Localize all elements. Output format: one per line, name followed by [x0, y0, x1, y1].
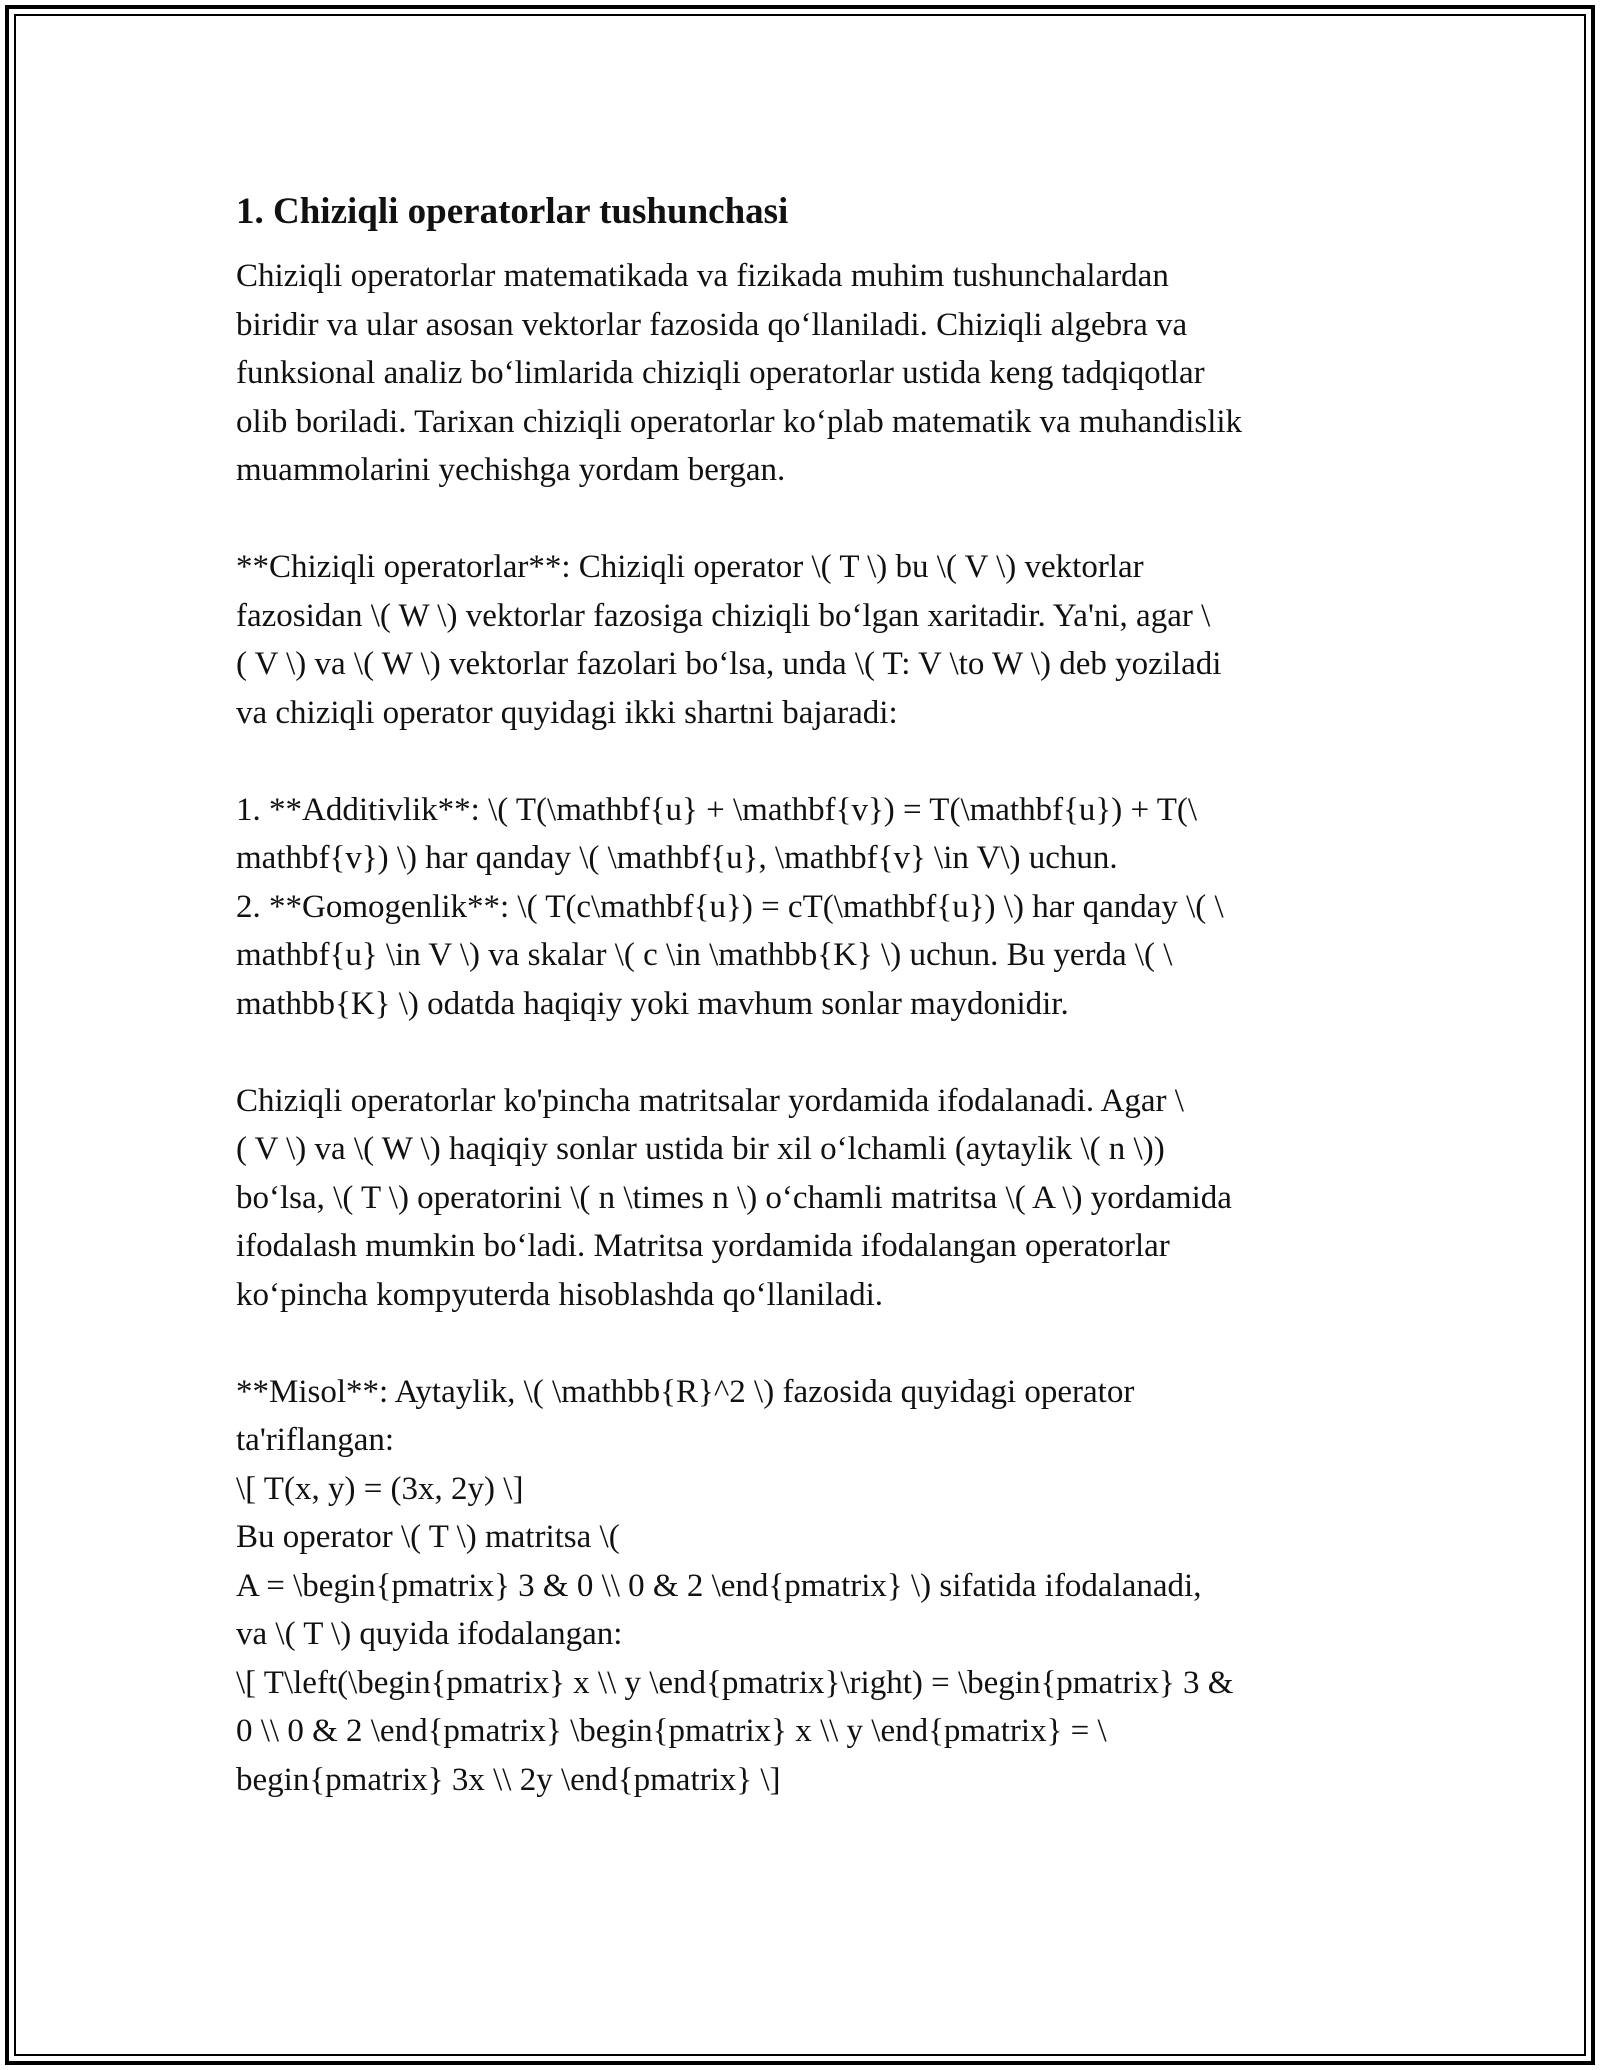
text-line: biridir va ular asosan vektorlar fazosida qo‘llaniladi. Chiziqli algebra va: [236, 306, 1188, 343]
text-line: bo‘lsa, \( T \) operatorini \( n \times n \) o‘chamli matritsa \( A \) yordamida: [236, 1179, 1232, 1216]
text-line: mathbf{u} \in V \) va skalar \( c \in \mathbb{K} \) uchun. Bu yerda \( \: [236, 937, 1173, 973]
text-line: **Misol**: Aytaylik, \( \mathbb{R}^2 \) fazosida quyidagi operator: [236, 1373, 1135, 1410]
text-line: A = \begin{pmatrix} 3 & 0 \\ 0 & 2 \end{pmatrix} \) sifatida ifodalanadi,: [236, 1567, 1202, 1604]
text-line: mathbf{v}) \) har qanday \( \mathbf{u}, \mathbf{v} \in V\) uchun.: [236, 840, 1118, 876]
text-line: olib boriladi. Tarixan chiziqli operatorlar ko‘plab matematik va muhandislik: [236, 403, 1243, 440]
paragraph-gap: [236, 1319, 1366, 1368]
text-line: va chiziqli operator quyidagi ikki shartni bajaradi:: [236, 694, 898, 731]
text-line: muammolarini yechishga yordam bergan.: [236, 452, 786, 488]
text-line: mathbb{K} \) odatda haqiqiy yoki mavhum sonlar maydonidir.: [236, 985, 1069, 1022]
text-line: **Chiziqli operatorlar**: Chiziqli operator \( T \) bu \( V \) vektorlar: [236, 549, 1144, 585]
paragraph-intro: [236, 252, 1366, 495]
text-line: ko‘pincha kompyuterda hisoblashda qo‘llaniladi.: [236, 1276, 884, 1313]
section-title: 1. Chiziqli operatorlar tushunchasi: [236, 191, 789, 232]
paragraph-example: [236, 1368, 1366, 1805]
paragraph-gap: [236, 737, 1366, 786]
text-line: \[ T(x, y) = (3x, 2y) \]: [236, 1470, 524, 1507]
text-line: 2. **Gomogenlik**: \( T(c\mathbf{u}) = cT(\mathbf{u}) \) har qanday \( \: [236, 888, 1224, 925]
text-line: ( V \) va \( W \) haqiqiy sonlar ustida bir xil o‘lchamli (aytaylik \( n \)): [236, 1131, 1165, 1167]
text-line: Chiziqli operatorlar ko'pincha matritsalar yordamida ifodalanadi. Agar \: [236, 1082, 1184, 1119]
text-line: 0 \\ 0 & 2 \end{pmatrix} \begin{pmatrix} x \\ y \end{pmatrix} = \: [236, 1713, 1107, 1749]
paragraph-matrices: [236, 1077, 1366, 1320]
paragraph-gap: [236, 495, 1366, 544]
text-line: ifodalash mumkin bo‘ladi. Matritsa yordamida ifodalangan operatorlar: [236, 1228, 1170, 1264]
text-line: 1. **Additivlik**: \( T(\mathbf{u} + \mathbf{v}) = T(\mathbf{u}) + T(\: [236, 791, 1198, 828]
paragraph-conditions: [236, 786, 1366, 1029]
text-line: Chiziqli operatorlar matematikada va fizikada muhim tushunchalardan: [236, 258, 1169, 294]
text-line: ( V \) va \( W \) vektorlar fazolari bo‘lsa, unda \( T: V \to W \) deb yoziladi: [236, 646, 1222, 682]
text-line: fazosidan \( W \) vektorlar fazosiga chiziqli bo‘lgan xaritadir. Ya'ni, agar \: [236, 597, 1211, 634]
paragraph-definition: [236, 543, 1366, 737]
text-line: \[ T\left(\begin{pmatrix} x \\ y \end{pmatrix}\right) = \begin{pmatrix} 3 &: [236, 1664, 1234, 1701]
document-body: [236, 182, 1366, 1804]
paragraph-gap: [236, 1028, 1366, 1077]
text-line: funksional analiz bo‘limlarida chiziqli operatorlar ustida keng tadqiqotlar: [236, 355, 1205, 391]
text-line: Bu operator \( T \) matritsa \(: [236, 1519, 620, 1555]
text-line: ta'riflangan:: [236, 1422, 395, 1458]
text-line: begin{pmatrix} 3x \\ 2y \end{pmatrix} \]: [236, 1761, 781, 1798]
text-line: va \( T \) quyida ifodalangan:: [236, 1616, 623, 1652]
